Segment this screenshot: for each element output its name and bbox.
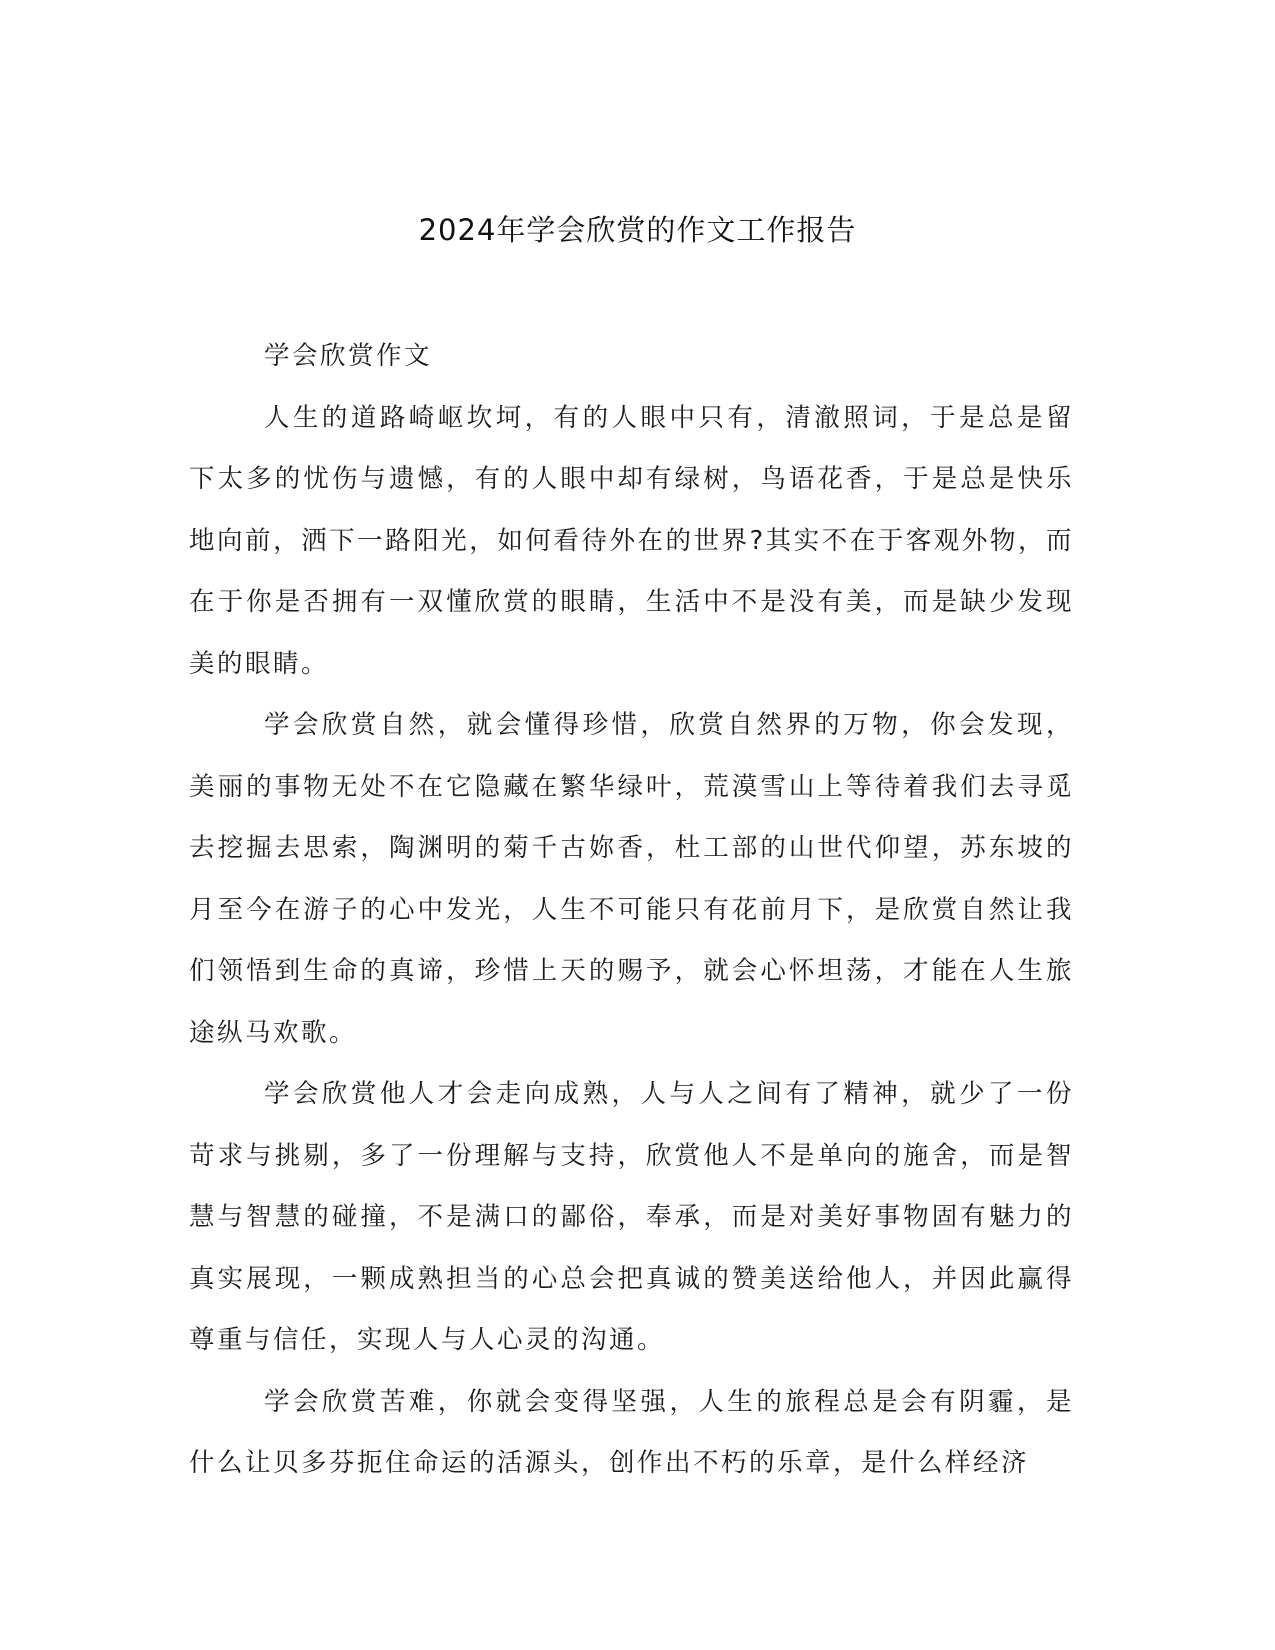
paragraph-3: 学会欣赏他人才会走向成熟，人与人之间有了精神，就少了一份苛求与挑剔，多了一份理解与支持，欣赏他人不是单向的施舍，而是智慧与智慧的碰撞，不是满口的鄙俗，奉承，而是对美好事物固有魅力的真实展现，一颗成熟担当的心总会把真诚的赞美送给他人，并因此赢得尊重与信任，实现人与人心灵的沟通。 bbox=[189, 1079, 1074, 1355]
paragraph-1: 人生的道路崎岖坎坷，有的人眼中只有，清澈照词，于是总是留下太多的忧伤与遗憾，有的人眼中却有绿树，鸟语花香，于是总是快乐地向前，洒下一路阳光，如何看待外在的世界?其实不在于客观外物，而在于你是否拥有一双懂欣赏的眼睛，生活中不是没有美，而是缺少发现美的眼睛。 bbox=[189, 402, 1074, 679]
document-title: 2024年学会欣赏的作文工作报告 bbox=[418, 213, 857, 247]
section-heading: 学会欣赏作文 bbox=[264, 341, 433, 371]
paragraph-2: 学会欣赏自然，就会懂得珍惜，欣赏自然界的万物，你会发现，美丽的事物无处不在它隐藏在繁华绿叶，荒漠雪山上等待着我们去寻觅去挖掘去思索，陶渊明的菊千古妳香，杜工部的山世代仰望，苏东坡的月至今在游子的心中发光，人生不可能只有花前月下，是欣赏自然让我们领悟到生命的真谛，珍惜上天的赐予，就会心怀坦荡，才能在人生旅途纵马欢歌。 bbox=[189, 710, 1074, 1048]
document-body bbox=[189, 326, 1074, 1495]
paragraph-4: 学会欣赏苦难，你就会变得坚强，人生的旅程总是会有阴霾，是什么让贝多芬扼住命运的活源头，创作出不朽的乐章，是什么样经济 bbox=[189, 1386, 1074, 1478]
